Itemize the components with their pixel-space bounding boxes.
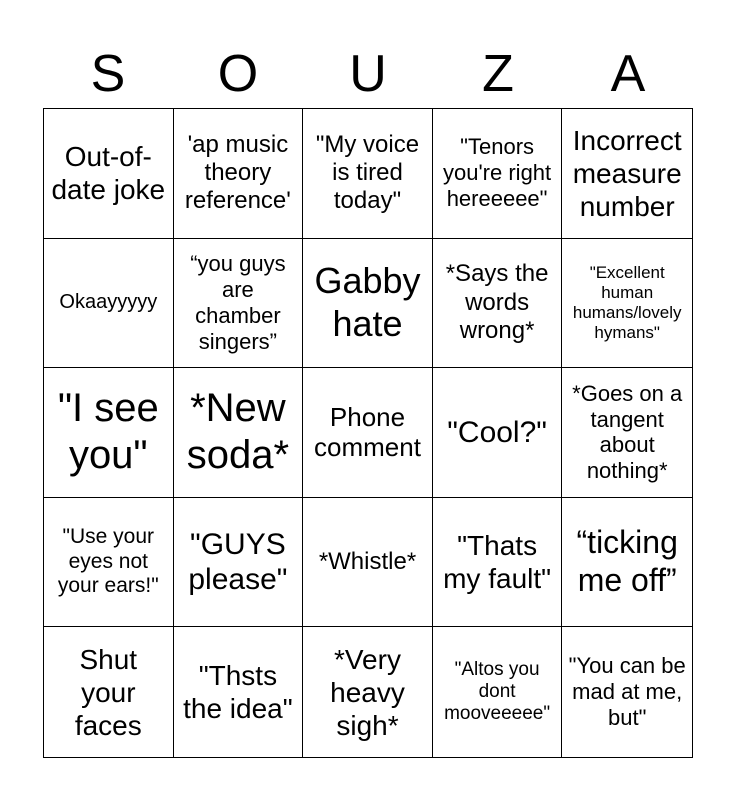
bingo-cell[interactable]: "Use your eyes not your ears!" <box>44 498 174 628</box>
bingo-cell[interactable]: "GUYS please" <box>174 498 304 628</box>
header-letter-u: U <box>349 45 387 103</box>
bingo-cell[interactable]: “ticking me off” <box>562 498 692 628</box>
bingo-cell[interactable]: Phone comment <box>303 368 433 498</box>
bingo-cell[interactable]: Incorrect measure number <box>562 109 692 239</box>
bingo-cell[interactable]: Shut your faces <box>44 627 174 757</box>
bingo-cell[interactable]: “you guys are chamber singers” <box>174 239 304 369</box>
bingo-cell[interactable]: *Goes on a tangent about nothing* <box>562 368 692 498</box>
bingo-cell[interactable]: "I see you" <box>44 368 174 498</box>
bingo-cell[interactable]: "Excellent human humans/lovely hymans" <box>562 239 692 369</box>
bingo-cell[interactable]: *Very heavy sigh* <box>303 627 433 757</box>
header-letter-a: A <box>610 45 646 103</box>
bingo-cell[interactable]: "My voice is tired today" <box>303 109 433 239</box>
bingo-cell[interactable]: "Cool?" <box>433 368 563 498</box>
header-letter-o: O <box>217 45 259 103</box>
bingo-cell[interactable]: Gabby hate <box>303 239 433 369</box>
bingo-cell[interactable]: 'ap music theory reference' <box>174 109 304 239</box>
bingo-board <box>43 108 693 758</box>
bingo-cell[interactable]: "Tenors you're right hereeeee" <box>433 109 563 239</box>
bingo-cell[interactable]: Okaayyyyy <box>44 239 174 369</box>
bingo-header <box>43 40 693 108</box>
bingo-cell[interactable]: "You can be mad at me, but" <box>568 653 686 731</box>
bingo-cell[interactable]: Out-of-date joke <box>44 109 174 239</box>
header-letter-z: Z <box>482 45 514 103</box>
header-letter-s: S <box>90 45 126 103</box>
bingo-cell[interactable]: "Thsts the idea" <box>174 627 304 757</box>
bingo-cell[interactable]: *Whistle* <box>303 498 433 628</box>
bingo-cell[interactable]: "Altos you dont mooveeeee" <box>433 627 563 757</box>
bingo-cell[interactable]: *Says the words wrong* <box>433 239 563 369</box>
bingo-cell[interactable]: "Thats my fault" <box>433 498 563 628</box>
bingo-cell[interactable]: *New soda* <box>174 368 304 498</box>
